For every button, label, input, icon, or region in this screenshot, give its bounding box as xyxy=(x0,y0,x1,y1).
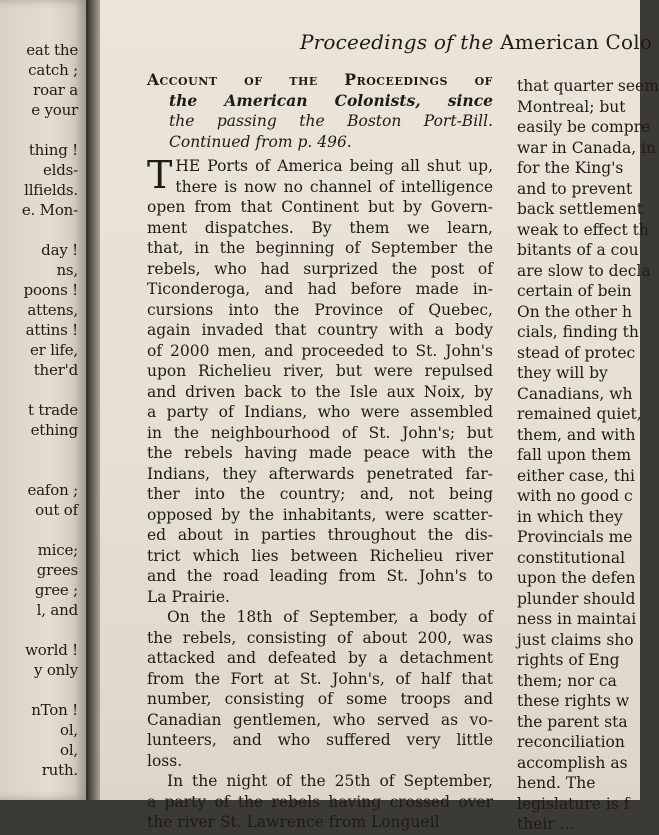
right-column-line: remained quiet, xyxy=(517,405,642,423)
text-line: opposed by the inhabitants, were scatter- xyxy=(147,505,493,524)
text-line: loss. xyxy=(147,751,183,770)
title-line: Continued from p. 496. xyxy=(169,132,352,151)
right-column-line: certain of bein xyxy=(517,282,632,300)
title-line: Account of the Proceedings of xyxy=(147,70,493,89)
previous-page-line: poons ! xyxy=(23,281,78,299)
text-line: cursions into the Province of Quebec, xyxy=(147,300,493,319)
text-line: that, in the beginning of September the xyxy=(147,239,493,257)
text-line: ed about in parties throughout the dis- xyxy=(147,526,493,544)
previous-page-line: ething xyxy=(30,421,78,439)
right-column-line: bitants of a cou xyxy=(517,241,639,259)
right-column-line: weak to effect th xyxy=(517,220,649,239)
previous-page-line: y only xyxy=(33,661,78,679)
right-column-line: war in Canada, in xyxy=(517,138,656,157)
text-line: attacked and defeated by a detachment xyxy=(147,649,493,667)
right-column-line: just claims sho xyxy=(517,630,634,649)
text-line: ment dispatches. By them we learn, xyxy=(147,218,493,237)
text-line: the rebels, consisting of about 200, was xyxy=(147,628,493,647)
text-line: HE Ports of America being all shut up, xyxy=(175,157,493,175)
previous-page-line: roar a xyxy=(33,81,78,99)
previous-page-line: day ! xyxy=(41,241,78,259)
right-column-line: ness in maintai xyxy=(517,610,637,628)
running-head-roman: American Colo xyxy=(500,30,653,54)
previous-page-line: e your xyxy=(31,101,78,119)
right-column-line: legislature is f xyxy=(517,794,630,813)
text-line: and driven back to the Isle aux Noix, by xyxy=(147,382,493,401)
text-line: upon Richelieu river, but were repulsed xyxy=(147,362,493,380)
previous-page-line: out of xyxy=(35,501,78,519)
text-line: from the Fort at St. John's, of half that xyxy=(147,669,493,688)
right-column-line: On the other h xyxy=(517,302,632,321)
right-column-line: for the King's xyxy=(517,159,624,177)
previous-page-line: ruth. xyxy=(41,761,78,779)
text-line: in the neighbourhood of St. John's; but xyxy=(147,423,493,442)
right-column-line: cials, finding th xyxy=(517,323,639,341)
previous-page-line: ol, xyxy=(60,741,78,759)
right-column-line: with no good c xyxy=(517,487,633,505)
text-line: On the 18th of September, a body of xyxy=(167,608,493,626)
previous-page-line: er life, xyxy=(29,341,78,359)
right-column-line: them; nor ca xyxy=(517,671,617,690)
text-line: ther into the country; and, not being xyxy=(147,485,493,503)
running-head-italic: Proceedings of the xyxy=(300,30,494,54)
previous-page-line: catch ; xyxy=(28,61,78,79)
right-column-line: back settlement xyxy=(517,200,643,218)
previous-page-line: e. Mon- xyxy=(21,201,78,219)
text-line: Ticonderoga, and had before made in- xyxy=(147,280,493,298)
previous-page-line: ol, xyxy=(60,721,78,739)
running-head xyxy=(300,30,652,54)
right-column xyxy=(517,76,657,835)
text-line: and the road leading from St. John's to xyxy=(147,567,493,585)
text-line: the rebels having made peace with the xyxy=(147,444,493,462)
right-column-line: their ... xyxy=(517,815,575,833)
right-column-line: stead of protec xyxy=(517,343,636,362)
right-column-line: are slow to decla xyxy=(517,261,651,280)
text-line: lunteers, and who suffered very little xyxy=(147,731,493,749)
article-title xyxy=(147,70,493,152)
right-column-line: fall upon them xyxy=(517,446,632,464)
text-line: Canadian gentlemen, who served as vo- xyxy=(147,710,493,729)
previous-page-line: ther'd xyxy=(33,361,78,379)
previous-page-line: elds- xyxy=(42,161,78,179)
text-line: rebels, who had surprized the post of xyxy=(147,259,493,278)
previous-page-line: llfields. xyxy=(24,181,78,199)
right-column-line: either case, thi xyxy=(517,466,635,485)
text-line: In the night of the 25th of September, xyxy=(167,772,493,790)
text-line: trict which lies between Richelieu river xyxy=(147,546,493,565)
paragraph-2 xyxy=(147,607,493,771)
text-line: number, consisting of some troops and xyxy=(147,690,493,708)
document-page xyxy=(100,0,659,833)
previous-page xyxy=(0,0,86,800)
text-line: the river St. Lawrence from Longueil xyxy=(147,813,440,831)
drop-cap: T xyxy=(147,153,173,197)
text-line: a party of Indians, who were assembled xyxy=(147,403,493,421)
right-column-line: upon the defen xyxy=(517,569,636,587)
right-column-line: accomplish as xyxy=(517,753,628,772)
title-line: the American Colonists, since xyxy=(169,90,493,110)
previous-page-line: world ! xyxy=(25,641,78,659)
right-column-line: in which they xyxy=(517,507,623,526)
right-column-line: reconciliation xyxy=(517,733,625,751)
previous-page-line: nTon ! xyxy=(31,701,78,719)
paragraph-1 xyxy=(147,153,493,607)
previous-page-line: ns, xyxy=(56,261,78,279)
text-line: Indians, they afterwards penetrated far- xyxy=(147,464,493,483)
text-line: again invaded that country with a body xyxy=(147,321,493,339)
right-column-line: Montreal; but xyxy=(517,97,626,116)
right-column-line: constitutional xyxy=(517,548,626,567)
paragraph-3 xyxy=(147,771,493,833)
right-column-line: them, and with xyxy=(517,425,636,444)
right-column-line: these rights w xyxy=(517,692,630,710)
right-column-line: and to prevent xyxy=(517,179,633,198)
right-column-line: rights of Eng xyxy=(517,651,620,669)
previous-page-line: eafon ; xyxy=(27,481,78,499)
text-line: there is now no channel of intelligence xyxy=(175,177,493,196)
text-line: a party of the rebels having crossed over xyxy=(147,792,493,811)
previous-page-line: thing ! xyxy=(28,141,78,159)
title-line: the passing the Boston Port-Bill. xyxy=(169,112,493,130)
right-column-line: Provincials me xyxy=(517,528,633,546)
text-line: of 2000 men, and proceeded to St. John's xyxy=(147,341,493,360)
previous-page-line: t trade xyxy=(27,401,78,419)
previous-page-line: attins ! xyxy=(25,321,78,339)
previous-page-line: mice; xyxy=(37,541,78,559)
text-line: open from that Continent but by Govern- xyxy=(147,198,493,216)
right-column-line: hend. The xyxy=(517,774,596,792)
previous-page-line: attens, xyxy=(27,301,78,319)
right-column-line: they will by xyxy=(517,364,608,382)
right-column-line: plunder should xyxy=(517,589,636,608)
right-column-line: Canadians, wh xyxy=(517,384,633,403)
article-column xyxy=(147,70,493,833)
previous-page-line: gree ; xyxy=(34,581,78,599)
previous-page-line: grees xyxy=(36,561,78,579)
previous-page-line: eat the xyxy=(26,41,78,59)
right-column-line: easily be compre xyxy=(517,118,651,136)
right-column-line: the parent sta xyxy=(517,712,628,731)
right-column-line: that quarter seem xyxy=(517,77,659,95)
text-line: La Prairie. xyxy=(147,587,230,606)
previous-page-line: l, and xyxy=(36,601,78,619)
